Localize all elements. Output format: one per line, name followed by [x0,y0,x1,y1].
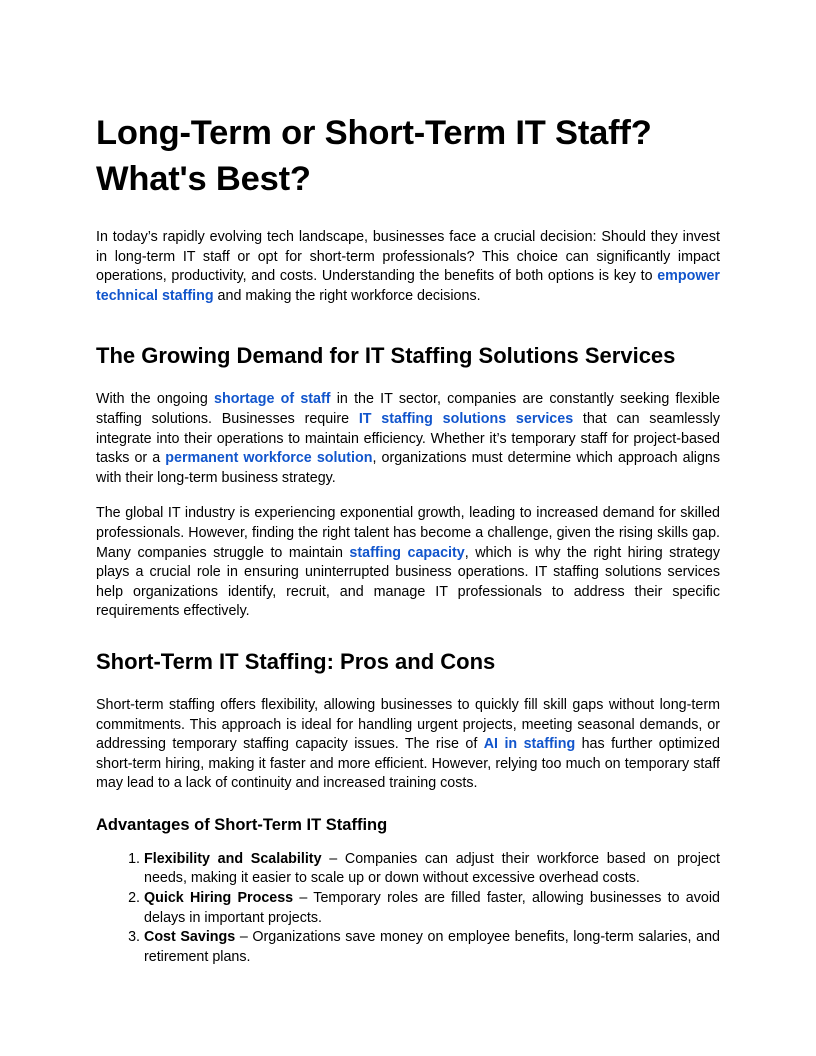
section-heading-short-term: Short-Term IT Staffing: Pros and Cons [96,648,496,674]
list-item [144,850,720,889]
demand-p1-text-3: that can seamlessly integrate into their operations to maintain efficiency. Whether it’s temporary staff for project-based tasks or a [96,410,721,467]
intro-text-1: In today’s rapidly evolving tech landscape, businesses face a crucial decision: Should they invest in long-term IT staff or opt for short-term professionals? This choice can significantly impact operations, productivity, and costs. Understanding the benefits of both options is key to [96,229,720,285]
demand-paragraph-1 [96,390,720,488]
link-it-staffing-solutions-services[interactable]: IT staffing solutions services [358,410,574,427]
demand-p1-text-2: in the IT sector, companies are constantly seeking flexible staffing solutions. Businesses require [96,391,720,427]
intro-paragraph [96,228,720,306]
demand-p2-text-2: , which is why the right hiring strategy plays a crucial role in ensuring uninterrupted business operations. IT staffing solutions services help organizations identify, recruit, and manage IT professionals to address their specific requirements effectively. [96,544,720,620]
advantage-text: – Organizations save money on employee benefits, long-term salaries, and retirement plans. [144,929,720,965]
advantage-label: Flexibility and Scalability [144,850,322,867]
demand-p1-text-4: , organizations must determine which approach aligns with their long-term business strategy. [96,450,720,486]
demand-p2-text-1: The global IT industry is experiencing exponential growth, leading to increased demand for skilled professionals. However, finding the right talent has become a challenge, given the rising skills gap. Many companies struggle to maintain [96,505,720,561]
link-ai-in-staffing[interactable]: AI in staffing [483,736,576,753]
link-permanent-workforce-solution[interactable]: permanent workforce solution [165,450,373,467]
link-staffing-capacity[interactable]: staffing capacity [349,544,465,561]
advantages-list [96,850,720,968]
short-term-text-2: has further optimized short-term hiring, making it faster and more efficient. However, relying too much on temporary staff may lead to a lack of continuity and increased training costs. [96,736,720,792]
demand-p1-text-1: With the ongoing [96,391,215,408]
page-title: Long-Term or Short-Term IT Staff? What's Best? [96,114,652,198]
subheading-advantages: Advantages of Short-Term IT Staffing [96,815,388,834]
short-term-text-1: Short-term staffing offers flexibility, allowing businesses to quickly fill skill gaps without long-term commitments. This approach is ideal for handling urgent projects, meeting seasonal demands, or addressing temporary staffing capacity issues. The rise of [96,696,720,753]
list-item [144,928,720,967]
short-term-paragraph [96,696,720,794]
link-shortage-of-staff[interactable]: shortage of staff [214,391,331,408]
list-item [144,889,720,928]
intro-text-2: and making the right workforce decisions. [213,287,481,304]
advantage-label: Quick Hiring Process [144,890,294,907]
link-empower-technical-staffing[interactable]: empower technical staffing [96,268,720,304]
demand-paragraph-2 [96,504,720,622]
section-heading-demand: The Growing Demand for IT Staffing Solutions Services [96,343,676,369]
advantage-text: – Companies can adjust their workforce based on project needs, making it easier to scale up or down without excessive overhead costs. [144,850,720,887]
document-page [96,110,720,967]
advantage-text: – Temporary roles are filled faster, allowing businesses to avoid delays in important projects. [144,890,720,926]
advantage-label: Cost Savings [144,929,236,946]
